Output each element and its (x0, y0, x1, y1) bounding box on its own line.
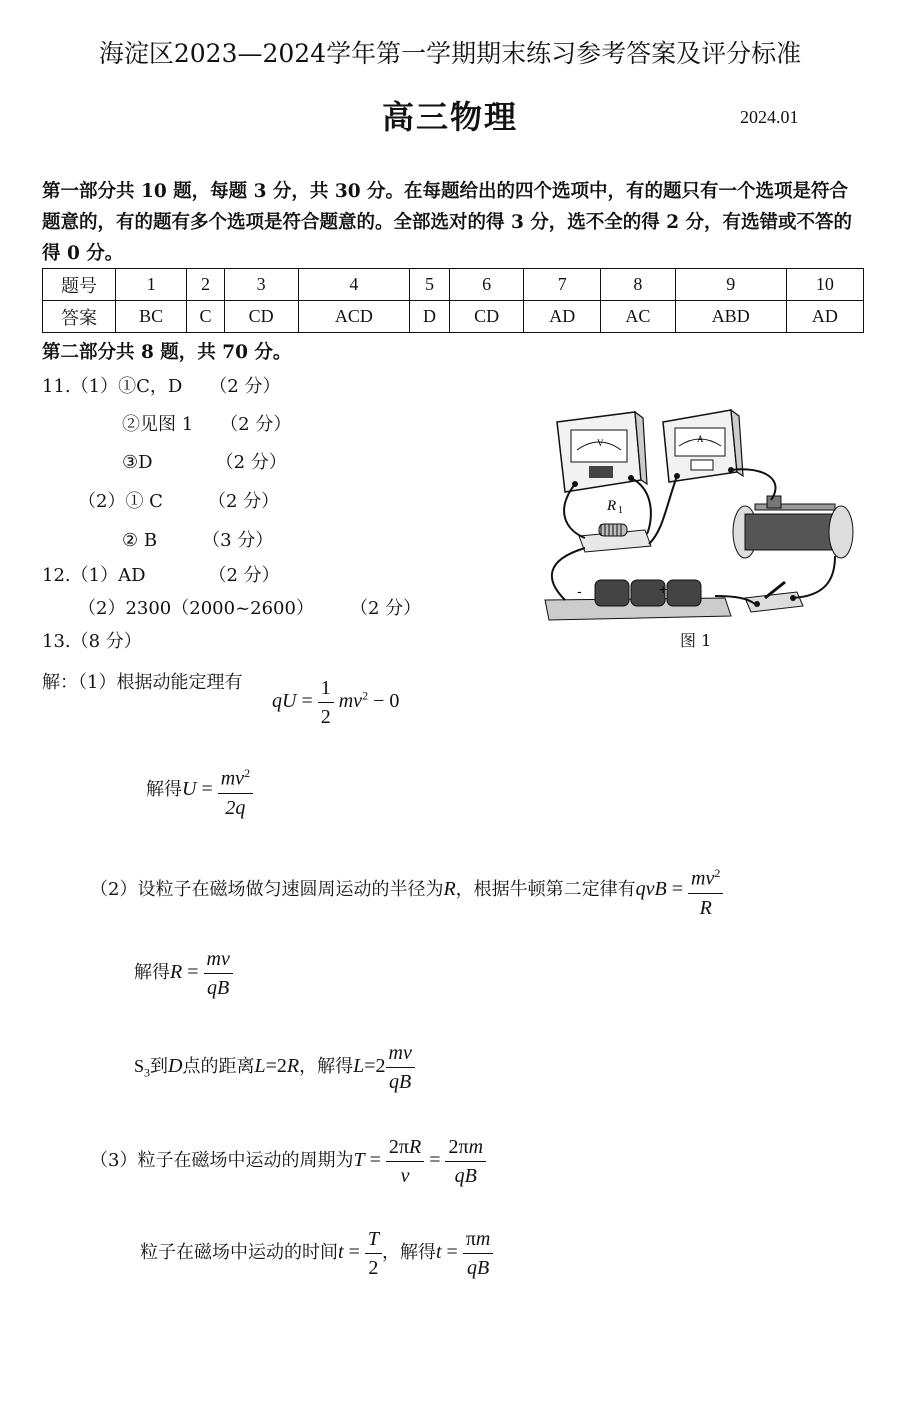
part1-intro: 第一部分共 10 题，每题 3 分，共 30 分。在每题给出的四个选项中，有的题只有一个选项是符合题意的，有的题有多个选项是符合题意的。全部选对的得 3 分，选不全的得 2 分，有选错或不答的得 0 分。 (42, 181, 853, 264)
document-date: 2024.01 (740, 107, 799, 127)
result-label: 解得 (134, 962, 170, 984)
answer-cell: AD (786, 301, 863, 333)
voltmeter-letter: V (597, 438, 604, 448)
step2-text: （2）设粒子在磁场做匀速圆周运动的半径为 (90, 878, 444, 900)
question-number: 1 (116, 269, 187, 301)
answer-cell: ACD (298, 301, 409, 333)
voltage-result: 解得U = $\frac{mv^2}{2q}$ (146, 760, 253, 821)
battery-minus-label: - (577, 583, 582, 599)
distance-result: $S_3$到D点的距离L=2R，解得L=2 $\frac{mv}{qB}$ (134, 1040, 415, 1095)
subject-title: 高三物理 (381, 98, 518, 136)
battery-icon (545, 580, 731, 620)
q11-line-5: ② B （3 分） (122, 530, 274, 551)
distance-text-b: 点的距离 (182, 1056, 255, 1078)
q11-line-2: ②见图 1 （2 分） (122, 414, 292, 435)
question-number: 7 (524, 269, 601, 301)
answer-cell: CD (224, 301, 298, 333)
answer-cell: AC (601, 301, 675, 333)
answer-cell: CD (450, 301, 524, 333)
question-number: 10 (786, 269, 863, 301)
step3-time-text: 粒子在磁场中运动的时间 (140, 1242, 338, 1264)
document-title: 海淀区2023—2024学年第一学期期末练习参考答案及评分标准 (98, 39, 802, 68)
question-number: 9 (675, 269, 786, 301)
resistor-label: R (607, 498, 617, 514)
resistor-subscript: 1 (618, 505, 623, 516)
question-number: 6 (450, 269, 524, 301)
ammeter-letter: A (697, 434, 704, 444)
row-label-answers: 答案 (43, 301, 116, 333)
circuit-figure (535, 400, 865, 630)
answer-cell: ABD (675, 301, 786, 333)
battery-plus-label: + (659, 581, 668, 597)
answer-cell: BC (116, 301, 187, 333)
radius-result: 解得R = $\frac{mv}{qB}$ (134, 946, 233, 1001)
newton-second-law-line: （2）设粒子在磁场做匀速圆周运动的半径为R，根据牛顿第二定律有qvB = $\frac{mv^2}{R}$ (90, 860, 723, 921)
step3-time-text-b: ，解得 (381, 1242, 436, 1264)
period-result: （3）粒子在磁场中运动的周期为T = $\frac{2\pi R}{v}$ = $\frac{2\pi m}{qB}$ (90, 1134, 486, 1189)
ammeter-icon (663, 410, 743, 482)
answer-cell: AD (524, 301, 601, 333)
answer-table (42, 268, 864, 333)
q11-line-1: 11.（1）①C，D （2 分） (42, 376, 281, 397)
part2-intro: 第二部分共 8 题，共 70 分。 (42, 342, 292, 363)
kinetic-energy-equation: qU = $\frac{1}{2}$ $mv^2 - 0$ (272, 677, 400, 728)
distance-text-c: ，解得 (299, 1056, 354, 1078)
q12-line-1: 12.（1）AD （2 分） (42, 565, 280, 586)
distance-text-a: 到 (150, 1056, 169, 1078)
q13-heading: 13.（8 分） (42, 631, 142, 652)
question-number: 3 (224, 269, 298, 301)
q13-step1-text: 解：（1）根据动能定理有 (42, 672, 243, 693)
figure-caption: 图 1 (680, 631, 712, 650)
resistor-icon (579, 498, 651, 552)
question-number: 2 (187, 269, 224, 301)
answer-cell: C (187, 301, 224, 333)
answer-cell: D (410, 301, 450, 333)
result-label: 解得 (146, 778, 182, 800)
q11-line-3: ③D （2 分） (122, 452, 287, 473)
question-number: 8 (601, 269, 675, 301)
q12-line-2: （2）2300（2000~2600） （2 分） (78, 598, 422, 619)
step2-text-b: ，根据牛顿第二定律有 (455, 878, 636, 900)
step3-text: （3）粒子在磁场中运动的周期为 (90, 1150, 354, 1172)
row-label-numbers: 题号 (43, 269, 116, 301)
question-number: 4 (298, 269, 409, 301)
time-result: 粒子在磁场中运动的时间t = $\frac{T}{2}$ ，解得t = $\frac{\pi m}{qB}$ (140, 1226, 493, 1281)
q11-line-4: （2）① C （2 分） (78, 491, 280, 512)
question-number-row (43, 269, 864, 301)
answer-row (43, 301, 864, 333)
question-number: 5 (410, 269, 450, 301)
rheostat-icon (733, 496, 853, 558)
